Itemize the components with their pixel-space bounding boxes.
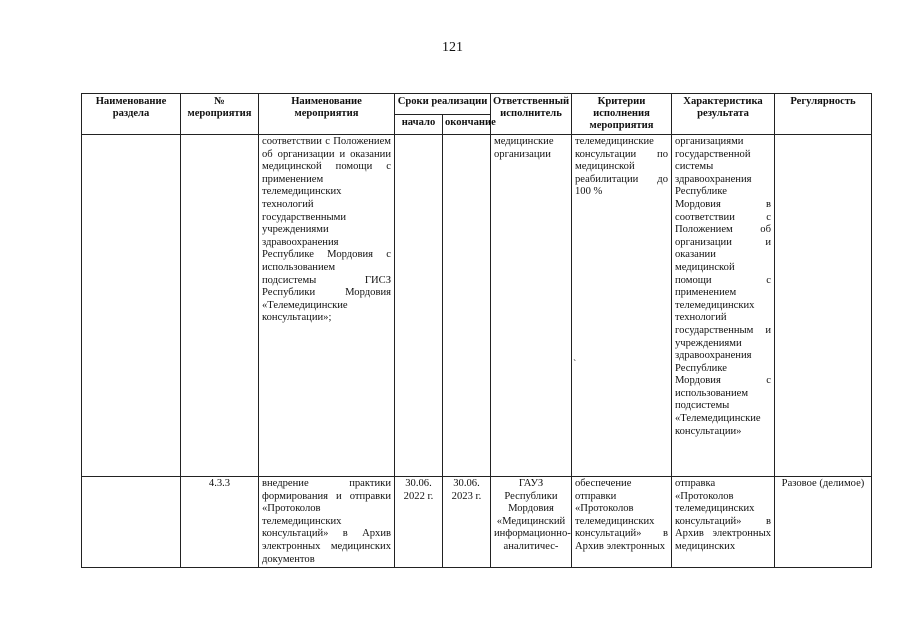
cell-num — [181, 135, 259, 477]
header-criteria: Критерии исполнения мероприятия — [572, 94, 672, 135]
cell-criteria: телемедицинские консультации по медицинской реабилитации до 100 % — [572, 135, 672, 477]
cell-activity: соответствии с Положением об организации и оказании медицинской помощи с применением телемедицинских технологий государственными учреждениями здравоохранения Республике Мордовия с использованием подсистемы ГИСЗ Республики Мордовия «Телемедицинские консультации»; — [259, 135, 395, 477]
cell-section — [82, 135, 181, 477]
header-regularity: Регулярность — [775, 94, 872, 135]
stray-mark: ` — [573, 359, 577, 370]
cell-end: 30.06. 2023 г. — [443, 477, 491, 568]
table-row — [82, 477, 872, 568]
cell-num: 4.3.3 — [181, 477, 259, 568]
cell-regularity: Разовое (делимое) — [775, 477, 872, 568]
cell-executor: ГАУЗ Республики Мордовия «Медицинский информационно-аналитичес- — [491, 477, 572, 568]
cell-start: 30.06. 2022 г. — [395, 477, 443, 568]
page-number: 121 — [442, 40, 463, 55]
cell-start — [395, 135, 443, 477]
header-section: Наименование раздела — [82, 94, 181, 135]
cell-executor: медицинские организации — [491, 135, 572, 477]
header-row — [82, 94, 872, 115]
header-activity: Наименование мероприятия — [259, 94, 395, 135]
header-start: начало — [395, 114, 443, 135]
activities-table — [81, 93, 872, 568]
cell-result: организациями государственной системы здравоохранения Республике Мордовия в соответствии с Положением об организации и оказании медицинской помощи с применением телемедицинских технологий государственным и учреждениями здравоохранения Республике Мордовия с использованием подсистемы «Телемедицинские консультации» — [672, 135, 775, 477]
cell-section — [82, 477, 181, 568]
cell-end — [443, 135, 491, 477]
header-end: окончание — [443, 114, 491, 135]
header-executor: Ответственный исполнитель — [491, 94, 572, 135]
cell-criteria: обеспечение отправки «Протоколов телемедицинских консультаций» в Архив электронных — [572, 477, 672, 568]
cell-activity: внедрение практики формирования и отправки «Протоколов телемедицинских консультаций» в Архив электронных медицинских документов — [259, 477, 395, 568]
header-period: Сроки реализации — [395, 94, 491, 115]
cell-result: отправка «Протоколов телемедицинских консультаций» в Архив электронных медицинских — [672, 477, 775, 568]
table-row — [82, 135, 872, 477]
header-num: № мероприятия — [181, 94, 259, 135]
header-result: Характеристика результата — [672, 94, 775, 135]
cell-regularity — [775, 135, 872, 477]
